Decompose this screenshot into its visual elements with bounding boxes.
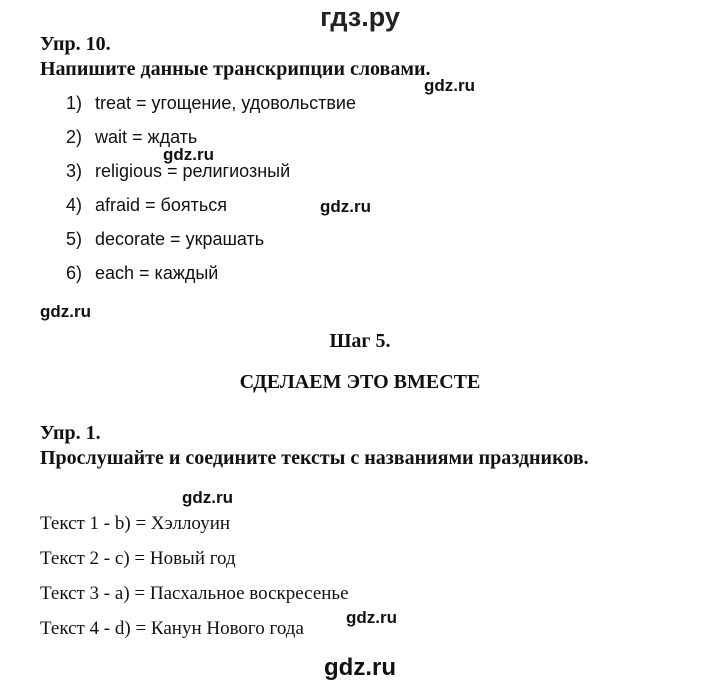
item-number: 4) — [66, 195, 83, 215]
watermark: gdz.ru — [182, 488, 233, 507]
answer-line: Текст 1 - b) = Хэллоуин — [40, 513, 231, 534]
exercise-1-task: Прослушайте и соедините тексты с названиями праздников. — [40, 447, 589, 469]
list-item — [66, 229, 264, 250]
answer-line: Текст 2 - c) = Новый год — [40, 548, 236, 569]
list-item — [66, 93, 356, 114]
item-text: decorate = украшать — [95, 229, 265, 249]
item-number: 2) — [66, 127, 83, 147]
item-text: religious = религиозный — [95, 161, 291, 181]
item-number: 1) — [66, 93, 83, 113]
watermark: gdz.ru — [163, 145, 214, 164]
watermark: gdz.ru — [40, 302, 91, 321]
item-text: treat = угощение, удовольствие — [95, 93, 356, 113]
exercise-10-title: Упр. 10. — [40, 33, 111, 55]
item-number: 5) — [66, 229, 83, 249]
answer-line: Текст 4 - d) = Канун Нового года — [40, 618, 304, 639]
step-title: Шаг 5. — [329, 330, 391, 352]
item-text: afraid = бояться — [95, 195, 227, 215]
list-item — [66, 263, 218, 284]
answer-line: Текст 3 - a) = Пасхальное воскресенье — [40, 583, 349, 604]
site-header: гдз.ру — [320, 2, 400, 32]
item-text: each = каждый — [95, 263, 219, 283]
item-number: 6) — [66, 263, 83, 283]
list-item — [66, 195, 227, 216]
list-item — [66, 161, 290, 182]
exercise-10-task: Напишите данные транскрипции словами. — [40, 58, 431, 80]
step-subtitle: СДЕЛАЕМ ЭТО ВМЕСТЕ — [239, 371, 481, 393]
footer-watermark: gdz.ru — [324, 654, 396, 681]
watermark: gdz.ru — [320, 197, 371, 216]
watermark: gdz.ru — [346, 608, 397, 627]
item-number: 3) — [66, 161, 83, 181]
exercise-1-title: Упр. 1. — [40, 422, 101, 444]
item-text: wait = ждать — [95, 127, 198, 147]
watermark: gdz.ru — [424, 76, 475, 95]
